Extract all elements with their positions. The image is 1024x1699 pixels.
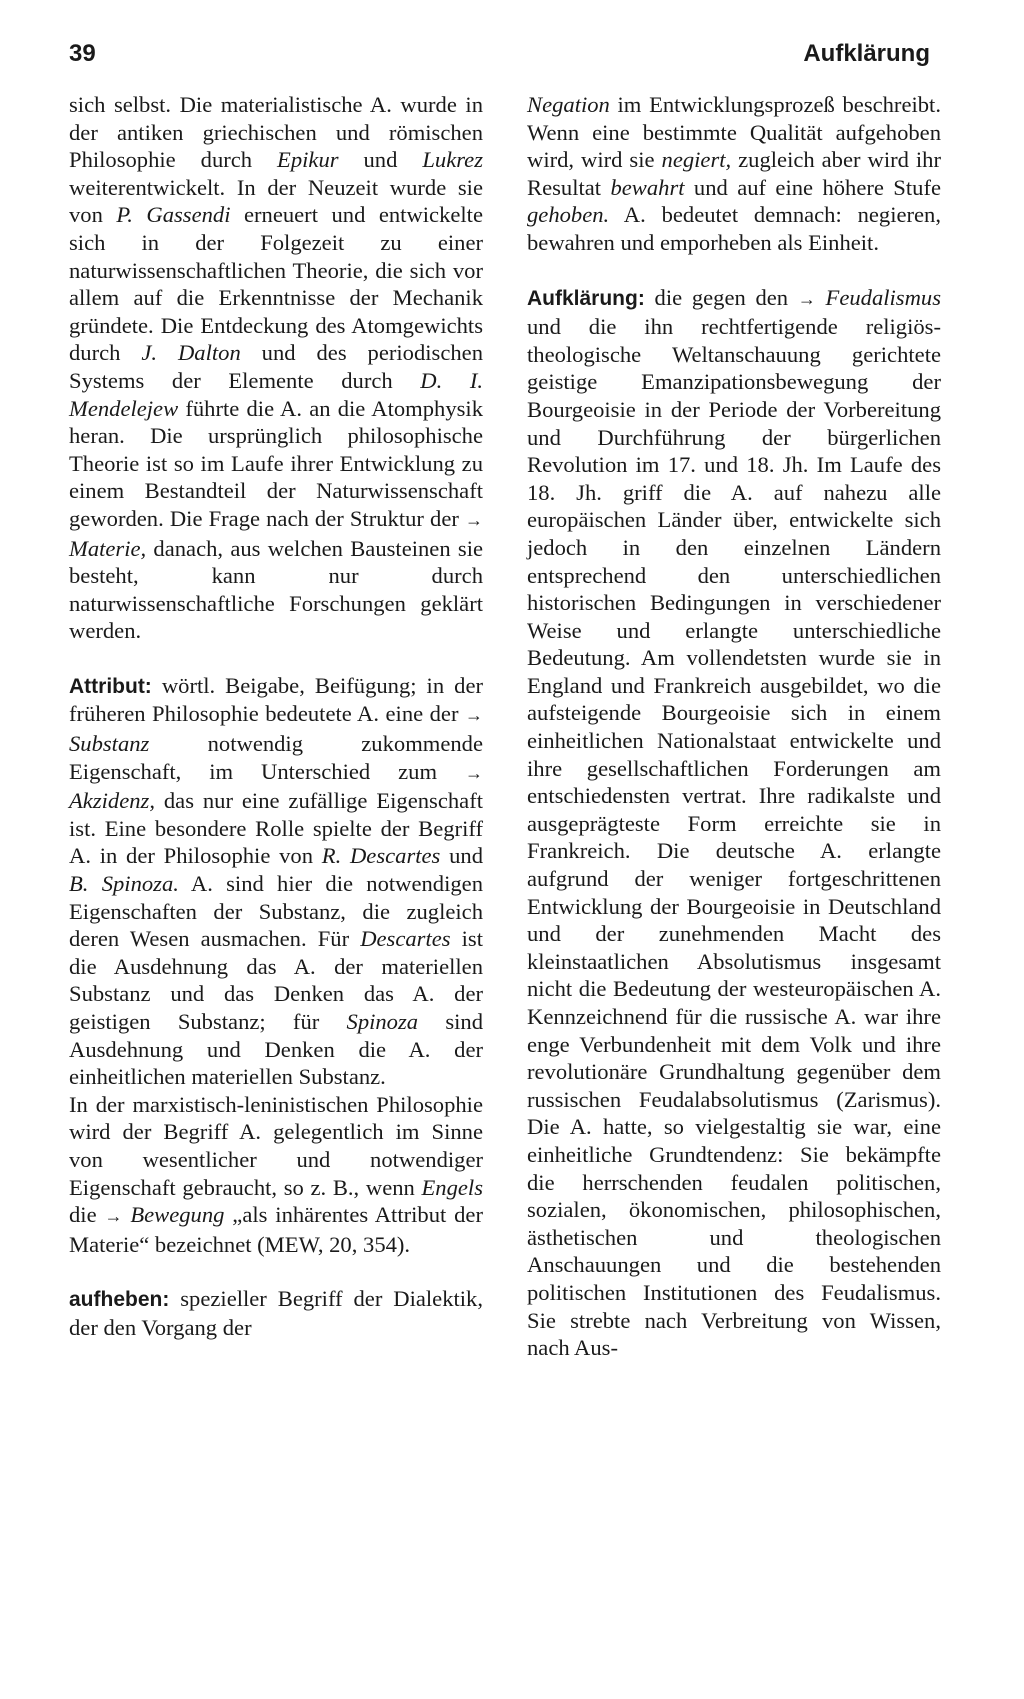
entry-term: aufheben: [69,1288,170,1312]
cross-reference-arrow-icon: → [465,705,483,726]
cross-reference-arrow-icon: → [797,288,816,309]
page-number: 39 [69,40,96,67]
cross-reference[interactable]: Feudalismus [825,284,941,310]
cross-reference[interactable]: Substanz [69,731,150,757]
cross-reference-arrow-icon: → [465,762,483,783]
entry-attribut-continued: In der marxistisch-leninistischen Philosophie wird der Begriff A. gelegentlich im Sinne von wesentlicher und notwendiger Eigenschaft gebraucht, so z. B., wenn Engels die → Bewegung „als inhärentes Attribut der Materie“ bezeichnet (MEW, 20, 354). [69,1091,483,1257]
cross-reference-arrow-icon: → [465,509,483,530]
entry-term: Attribut: [69,674,152,698]
cross-reference[interactable]: Bewegung [130,1202,225,1228]
cross-reference[interactable]: Akzidenz, [69,788,155,814]
cross-reference-arrow-icon: → [104,1206,123,1227]
paragraph-atomistik-continued: sich selbst. Die materialistische A. wurde in der antiken griechischen und römischen Philosophie durch Epikur und Lukrez weiterentwickelt. In der Neuzeit wurde sie von P. Gassendi erneuert und entwickelte sich in der Folgezeit zu einer naturwissenschaftlichen Theorie, die sich vor allem auf die Erkenntnisse der Mechanik gründete. Die Entdeckung des Atomgewichts durch J. Dalton und des periodischen Systems der Elemente durch D. I. Mendelejew führte die A. an die Atomphysik heran. Die ursprünglich philosophische Theorie ist so im Laufe ihrer Entwicklung zu einem Bestandteil der Naturwissenschaft geworden. Die Frage nach der Struktur der → Materie, danach, aus welchen Bausteinen sie besteht, kann nur durch naturwissenschaftliche Forschungen geklärt werden. [69,92,483,644]
entry-aufheben: aufheben: spezieller Begriff der Dialektik, der den Vorgang der [69,1286,483,1340]
entry-aufklaerung: Aufklärung: die gegen den → Feudalismus und die ihn rechtfertigende religiös-theologische Weltanschauung gerichtete geistige Emanzipationsbewegung der Bourgeoisie in der Periode der Vorbereitung und Durchführung der bürgerlichen Revolution im 17. und 18. Jh. Im Laufe des 18. Jh. griff die A. auf nahezu alle europäischen Länder über, entwickelte sich jedoch in den einzelnen Ländern entsprechend den unterschiedlichen historischen Bedingungen in verschiedener Weise und erlangte unterschiedliche Bedeutung. Am vollendetsten wurde sie in England und Frankreich ausgebildet, wo die aufsteigende Bourgeoisie sich in einem einheitlichen Nationalstaat entwickelte und ihre gesellschaftlichen Forderungen am entschiedensten vertrat. Ihre radikalste und ausgeprägteste Form erreichte sie in Frankreich. Die deutsche A. erlangte aufgrund der weniger fortgeschrittenen Entwicklung der Bourgeoisie in Deutschland und der zunehmenden Macht des kleinstaatlichen Absolutismus insgesamt nicht die Bedeutung der westeuropäischen A. Kennzeichnend für die russische A. war ihre enge Verbundenheit mit dem Volk und ihre revolutionäre Grundhaltung gegenüber dem russischen Feudalabsolutismus (Zarismus). Die A. hatte, so vielgestaltig sie war, eine einheitliche Grundtendenz: Sie bekämpfte die herrschenden feudalen politischen, sozialen, ökonomischen, philosophischen, ästhetischen und theologischen Anschauungen und die bestehenden politischen Institutionen des Feudalismus. Sie strebte nach Verbreitung von Wissen, nach Aus- [527,284,941,1361]
entry-aufheben-continued: Negation im Entwicklungsprozeß beschreibt. Wenn eine bestimmte Qualität aufgehoben wird, wird sie negiert, zugleich aber wird ihr Resultat bewahrt und auf eine höhere Stufe gehoben. A. bedeutet demnach: negieren, bewahren und emporheben als Einheit. [527,92,942,255]
entry-term: Aufklärung: [527,286,645,310]
left-column [69,91,483,1342]
entry-attribut: Attribut: wörtl. Beigabe, Beifügung; in der früheren Philosophie bedeutete A. eine der → Substanz notwendig zukommende Eigenschaft, im Unterschied zum → Akzidenz, das nur eine zufällige Eigenschaft ist. Eine besondere Rolle spielte der Begriff A. in der Philosophie von R. Descartes und B. Spinoza. A. sind hier die notwendigen Eigenschaften der Substanz, die zugleich deren Wesen ausmachen. Für Descartes ist die Ausdehnung das A. der materiellen Substanz und das Denken das A. der geistigen Substanz; für Spinoza sind Ausdehnung und Denken die A. der einheitlichen materiellen Substanz. [69,672,483,1090]
right-column [527,91,941,1362]
cross-reference[interactable]: Materie, [69,535,147,561]
running-title: Aufklärung [803,40,930,67]
